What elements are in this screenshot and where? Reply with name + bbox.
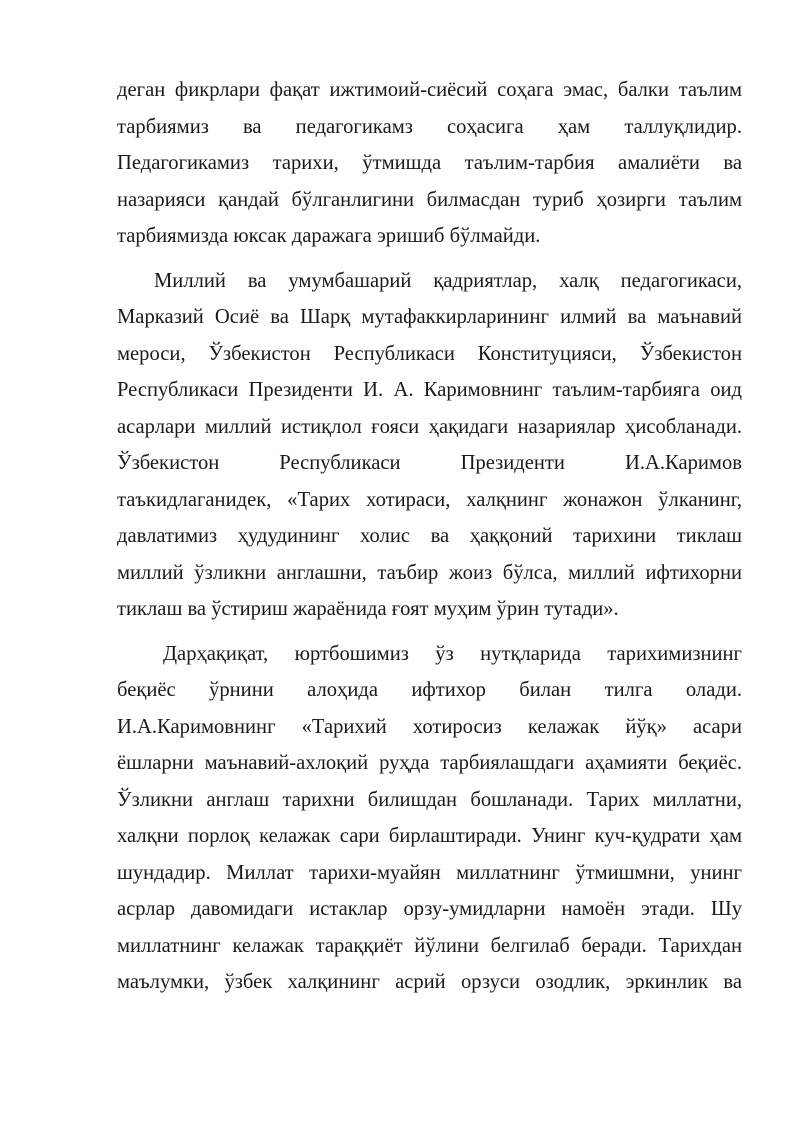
text-line: деган фикрлари фақат ижтимоий-сиёсий соҳага эмас, балки таълим — [117, 79, 742, 101]
text-line: миллий ўзликни англашни, таъбир жоиз бўлса, миллий ифтихорни — [117, 561, 742, 584]
text-line: тарбиямиз ва педагогикамз соҳасига ҳам таллуқлидир. — [117, 115, 742, 138]
text-line: Республикаси Президенти И. А. Каримовнинг таълим-тарбияга оид — [117, 379, 742, 401]
text-line: мероси, Ўзбекистон Республикаси Конституцияси, Ўзбекистон — [117, 342, 742, 365]
text-line: таъкидлаганидек, «Тарих хотираси, халқнинг жонажон ўлканинг, — [117, 488, 742, 511]
text-line: назарияси қандай бўлганлигини билмасдан туриб ҳозирги таълим — [117, 188, 742, 211]
text-line: Марказий Осиё ва Шарқ мутафаккирларининг илмий ва маънавий — [117, 306, 742, 328]
text-line: Ўзликни англаш тарихни билишдан бошланади. Тарих миллатни, — [117, 788, 742, 811]
text-line: асрлар давомидаги истаклар орзу-умидларни намоён этади. Шу — [117, 898, 742, 920]
text-line: асарлари миллий истиқлол ғояси ҳақидаги назариялар ҳисобланади. — [117, 415, 742, 438]
text-line: Дарҳақиқат, юртбошимиз ўз нутқларида тарихимизнинг — [163, 642, 742, 665]
paragraph — [117, 72, 742, 255]
text-line: тарбиямизда юксак даражага эришиб бўлмайди. — [117, 225, 541, 247]
paragraph — [117, 263, 742, 628]
text-line: Миллий ва умумбашарий қадриятлар, халқ педагогикаси, — [154, 269, 742, 292]
paragraph-spacer — [117, 628, 742, 636]
text-line: миллатнинг келажак тараққиёт йўлини белгилаб беради. Тарихдан — [117, 934, 742, 957]
paragraph — [117, 636, 742, 1001]
text-line: тиклаш ва ўстириш жараёнида ғоят муҳим ўрин тутади». — [117, 598, 619, 620]
text-line: маълумки, ўзбек халқининг асрий орзуси озодлик, эркинлик ва — [117, 971, 742, 993]
text-line: шундадир. Миллат тарихи-муайян миллатнинг ўтмишмни, унинг — [117, 861, 742, 884]
body-text — [117, 72, 742, 1001]
text-line: ёшларни маънавий-ахлоқий руҳда тарбиялашдаги аҳамияти беқиёс. — [117, 752, 742, 774]
text-line: беқиёс ўрнини алоҳида ифтихор билан тилга олади. — [117, 679, 742, 701]
text-line: давлатимиз ҳудудининг холис ва ҳаққоний тарихини тиклаш — [117, 525, 742, 547]
text-line: И.А.Каримовнинг «Тарихий хотиросиз келажак йўқ» асари — [117, 715, 742, 738]
text-line: Педагогикамиз тарихи, ўтмишда таълим-тарбия амалиёти ва — [117, 152, 742, 174]
text-line: халқни порлоқ келажак сари бирлаштиради. Унинг куч-қудрати ҳам — [117, 825, 742, 847]
text-line: Ўзбекистон Республикаси Президенти И.А.Каримов — [117, 452, 742, 474]
paragraph-spacer — [117, 255, 742, 263]
